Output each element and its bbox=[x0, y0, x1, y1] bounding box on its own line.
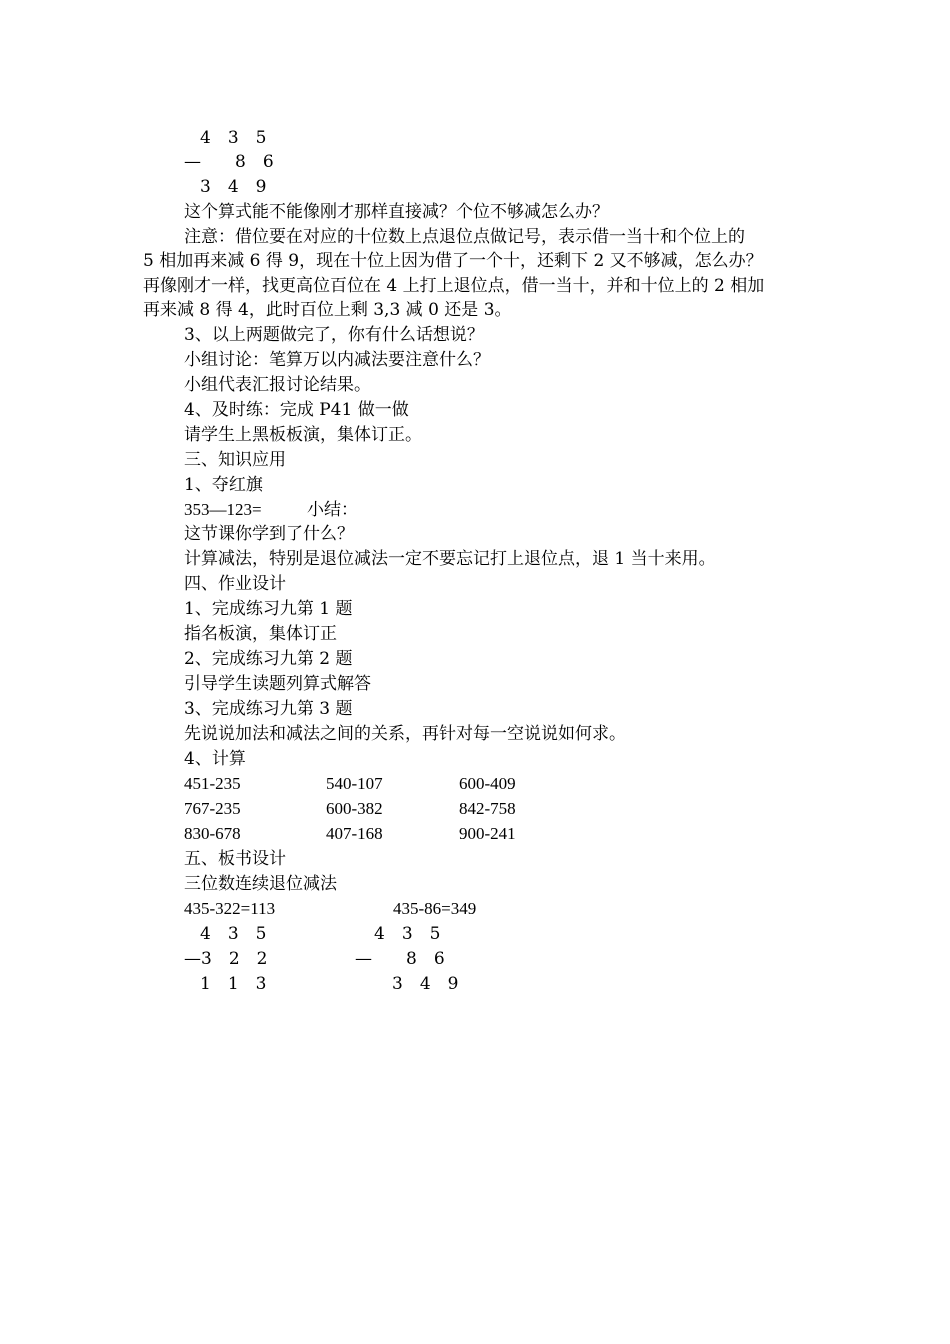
summary-label: 小结： bbox=[307, 500, 358, 520]
right-calc-row-2: — 8 6 bbox=[355, 949, 445, 969]
calc-row-3: 3 4 9 bbox=[200, 177, 267, 197]
board-title: 三位数连续退位减法 bbox=[184, 874, 337, 894]
group-discussion: 小组讨论：笔算万以内减法要注意什么？ bbox=[184, 350, 490, 370]
section-3-heading: 三、知识应用 bbox=[184, 450, 286, 470]
homework-4: 4、计算 bbox=[184, 749, 246, 769]
item-3: 3、以上两题做完了，你有什么话想说？ bbox=[184, 325, 484, 345]
homework-1: 1、完成练习九第 1 题 bbox=[184, 599, 353, 619]
calc-cell: 451-235 bbox=[184, 774, 241, 793]
homework-2: 2、完成练习九第 2 题 bbox=[184, 649, 353, 669]
note-line-4: 再来减 8 得 4，此时百位上剩 3,3 减 0 还是 3。 bbox=[143, 300, 512, 320]
calc-cell: 600-382 bbox=[326, 799, 383, 818]
board-equation-left: 435-322=113 bbox=[184, 899, 276, 918]
conclusion-text: 计算减法，特别是退位减法一定不要忘记打上退位点，退 1 当十来用。 bbox=[184, 549, 716, 569]
note-line-1: 注意：借位要在对应的十位数上点退位点做记号，表示借一当十和个位上的 bbox=[184, 227, 745, 247]
homework-1-note: 指名板演，集体订正 bbox=[184, 624, 337, 644]
board-practice: 请学生上黑板板演，集体订正。 bbox=[184, 425, 422, 445]
left-calc-row-1: 4 3 5 bbox=[200, 924, 267, 944]
calc-cell: 842-758 bbox=[459, 799, 516, 818]
calc-row-1: 4 3 5 bbox=[200, 128, 267, 148]
group-report: 小组代表汇报讨论结果。 bbox=[184, 375, 371, 395]
right-calc-row-3: 3 4 9 bbox=[392, 974, 459, 994]
calc-cell: 407-168 bbox=[326, 824, 383, 843]
flag-item: 1、夺红旗 bbox=[184, 475, 263, 495]
flag-expression: 353—123= bbox=[184, 500, 262, 519]
homework-3: 3、完成练习九第 3 题 bbox=[184, 699, 353, 719]
right-calc-row-1: 4 3 5 bbox=[374, 924, 441, 944]
question-text: 这个算式能不能像刚才那样直接减？个位不够减怎么办？ bbox=[184, 202, 609, 222]
calc-cell: 540-107 bbox=[326, 774, 383, 793]
section-5-heading: 五、板书设计 bbox=[184, 849, 286, 869]
section-4-heading: 四、作业设计 bbox=[184, 574, 286, 594]
note-line-2: 5 相加再来减 6 得 9，现在十位上因为借了一个十，还剩下 2 又不够减，怎么办？ bbox=[143, 251, 763, 271]
calc-cell: 767-235 bbox=[184, 799, 241, 818]
learned-question: 这节课你学到了什么？ bbox=[184, 524, 354, 544]
calc-cell: 830-678 bbox=[184, 824, 241, 843]
note-line-3: 再像刚才一样，找更高位百位在 4 上打上退位点，借一当十，并和十位上的 2 相加 bbox=[143, 276, 765, 296]
calc-row-2: — 8 6 bbox=[184, 152, 274, 172]
homework-2-note: 引导学生读题列算式解答 bbox=[184, 674, 371, 694]
calc-cell: 600-409 bbox=[459, 774, 516, 793]
calc-cell: 900-241 bbox=[459, 824, 516, 843]
board-equation-right: 435-86=349 bbox=[393, 899, 477, 918]
homework-3-note: 先说说加法和减法之间的关系，再针对每一空说说如何求。 bbox=[184, 724, 626, 744]
left-calc-row-3: 1 1 3 bbox=[200, 974, 267, 994]
item-4: 4、及时练：完成 P41 做一做 bbox=[184, 400, 409, 420]
left-calc-row-2: —3 2 2 bbox=[184, 949, 268, 969]
